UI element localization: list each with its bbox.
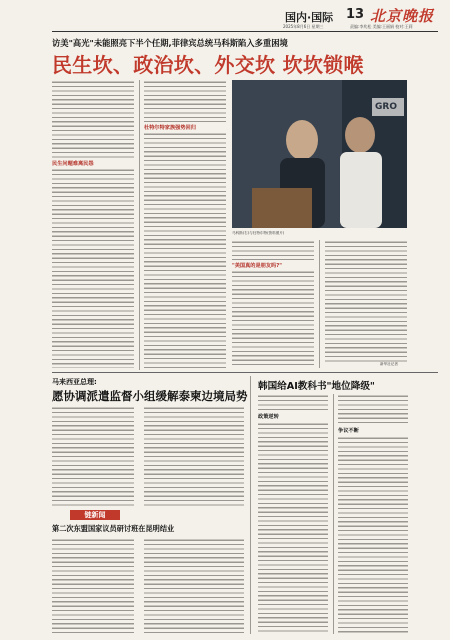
korea-column-2a	[338, 394, 408, 424]
news-tag-label: 链新闻	[84, 511, 106, 519]
lead-column-4	[325, 240, 407, 362]
masthead-logo: 北京晚报	[370, 7, 435, 25]
page-number: 13	[346, 7, 365, 22]
korea-headline: 韩国给AI教科书"地位降级"	[258, 381, 375, 392]
lead-column-3b	[232, 270, 314, 368]
korea-column-1a	[258, 394, 328, 410]
section-title: 国内·国际	[285, 11, 334, 24]
lead-column-2b	[144, 132, 226, 368]
editor-line: 责编:李兆松 美编:王丽娟 校对:王莉	[350, 24, 413, 29]
lead-photo	[232, 80, 407, 228]
korea-subhead-2: 争议不断	[338, 428, 359, 434]
date-line: 2025年8月6日 星期三	[283, 24, 324, 29]
header-rule	[52, 31, 438, 32]
lead-column-3	[232, 240, 314, 260]
section-rule	[52, 372, 438, 373]
lead-kicker: 访美"高光"未能照亮下半个任期,菲律宾总统马科斯陷入多重困境	[52, 38, 288, 48]
korea-column-2b	[338, 436, 408, 634]
lead-subhead-3: "美国真的是朋友吗?"	[232, 263, 282, 269]
news-tag	[70, 510, 120, 520]
malaysia-column-4	[144, 538, 244, 634]
page-header	[0, 0, 450, 34]
malaysia-subhead: 第二次东盟国家议员研讨班在昆明结业	[52, 524, 175, 533]
lead-subhead-1: 民生问题难离民怨	[52, 161, 94, 167]
podium-sign: GRO	[375, 102, 397, 112]
column-divider	[139, 80, 140, 370]
malaysia-column-3	[52, 538, 134, 634]
photo-caption: 马科斯(右)与杜特尔特(资料照片)	[232, 231, 285, 235]
korea-column-1b	[258, 422, 328, 634]
lead-column-2	[144, 80, 226, 122]
malaysia-kicker: 马来西亚总理:	[52, 378, 97, 386]
malaysia-headline: 愿协调派遣监督小组缓解泰柬边境局势	[52, 389, 248, 403]
column-divider-3	[250, 376, 251, 634]
malaysia-column-2	[144, 406, 244, 506]
lead-column-1	[52, 80, 134, 158]
lead-column-1b	[52, 168, 134, 368]
lead-subhead-2: 杜特尔特家族强势回归	[144, 125, 196, 131]
lead-headline: 民生坎、政治坎、外交坎 坎坎锁喉	[52, 53, 364, 77]
malaysia-column-1	[52, 406, 134, 506]
lead-byline: 新华社记者	[380, 362, 398, 366]
korea-subhead-1: 政策逆转	[258, 414, 279, 420]
column-divider-4	[333, 394, 334, 634]
column-divider-2	[319, 240, 320, 368]
